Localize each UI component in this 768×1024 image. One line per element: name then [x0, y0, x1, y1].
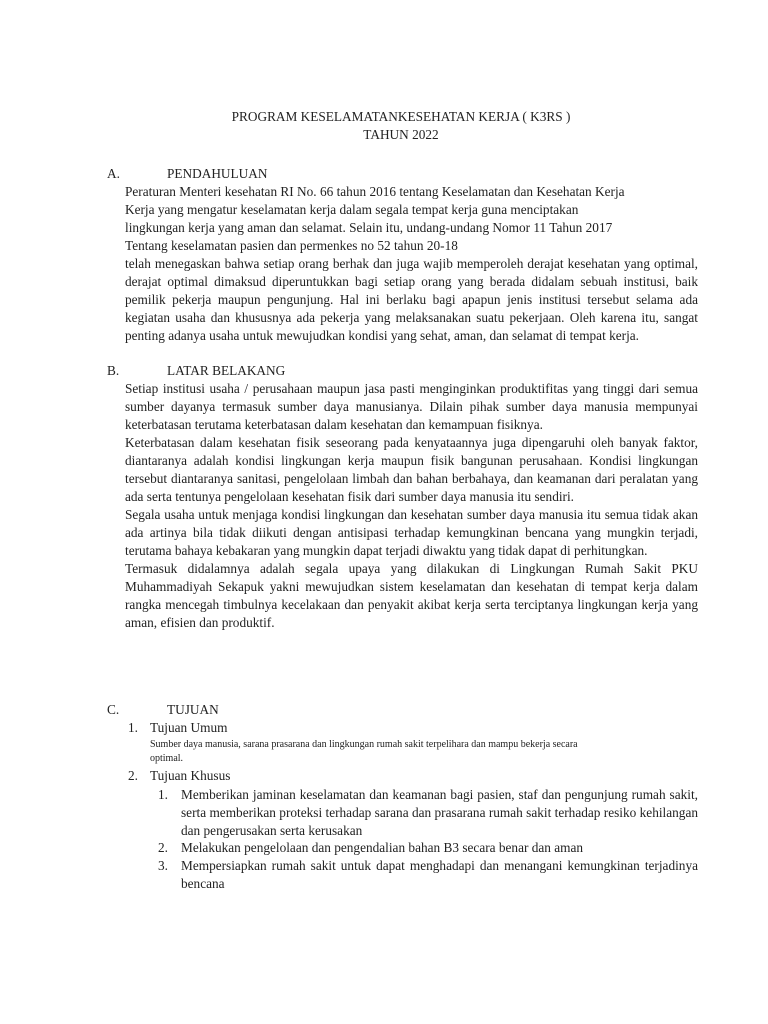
- tujuan-umum-label: Tujuan Umum: [150, 720, 228, 735]
- tujuan-khusus-label: Tujuan Khusus: [150, 768, 231, 783]
- section-a-intro: [125, 183, 698, 255]
- section-a-heading: [107, 165, 267, 183]
- item-number: 1.: [158, 787, 168, 802]
- section-a-paragraph: telah menegaskan bahwa setiap orang berhak dan juga wajib memperoleh derajat kesehatan yang optimal, derajat optimal dimaksud diperuntukkan bagi setiap orang yang berada didalam sebuah institusi, baik pemilik pekerja maupun pengunjung. Hal ini berlaku bagi apapun jenis institusi tersebut selama ada kegiatan usaha dan khususnya ada pekerja yang melaksanakan suatu pekerjaan. Oleh karena itu, sangat penting adanya usaha untuk mewujudkan kondisi yang sehat, aman, dan selamat di tempat kerja.: [125, 256, 698, 343]
- section-b-paragraph: Segala usaha untuk menjaga kondisi lingkungan dan kesehatan sumber daya manusia itu semua tidak akan ada artinya bila tidak diikuti dengan antisipasi terhadap kemungkinan bencana yang mungkin terjadi, terutama bahaya kebakaran yang mungkin dapat terjadi diwaktu yang tidak dapat di perhitungkan.: [125, 507, 698, 558]
- section-a-line: lingkungan kerja yang aman dan selamat. Selain itu, undang-undang Nomor 11 Tahun 2017: [125, 220, 613, 235]
- section-b-paragraph: Termasuk didalamnya adalah segala upaya yang dilakukan di Lingkungan Rumah Sakit PKU Muhammadiyah Sekapuk yakni mewujudkan sistem keselamatan dan kesehatan di tempat kerja dalam rangka mencegah timbulnya kecelakaan dan penyakit akibat kerja serta terciptanya lingkungan kerja yang aman, efisien dan produktif.: [125, 561, 698, 630]
- tujuan-umum-line: optimal.: [150, 753, 184, 764]
- tujuan-umum-line: Sumber daya manusia, sarana prasarana dan lingkungan rumah sakit terpelihara dan mampu bekerja secara: [150, 739, 578, 750]
- item-text: Melakukan pengelolaan dan pengendalian bahan B3 secara benar dan aman: [181, 840, 584, 855]
- section-b-heading: [107, 362, 285, 380]
- section-a-line: Tentang keselamatan pasien dan permenkes no 52 tahun 20-18: [125, 238, 458, 253]
- section-b-paragraph: Keterbatasan dalam kesehatan fisik seseorang pada kenyataannya juga dipengaruhi oleh banyak faktor, diantaranya adalah kondisi lingkungan kerja maupun fisik bangunan perusahaan. Kondisi lingkungan tersebut diantaranya sanitasi, pengelolaan limbah dan bahan berbahaya, dan keamanan dari peralatan yang ada serta tentunya pengelolaan kesehatan fisik dari sumber daya manusia itu sendiri.: [125, 435, 698, 504]
- section-c-title: TUJUAN: [167, 702, 219, 717]
- section-b-title: LATAR BELAKANG: [167, 363, 286, 378]
- section-c-letter: C.: [107, 702, 120, 717]
- section-b-paragraph: Setiap institusi usaha / perusahaan maupun jasa pasti menginginkan produktifitas yang tinggi dari semua sumber dayanya termasuk sumber daya manusianya. Dilain pihak sumber daya manusia mempunyai keterbatasan terutama keterbatasan dalam kesehatan dan kemampuan fisiknya.: [125, 381, 698, 432]
- tujuan-umum-heading: [128, 719, 227, 737]
- section-b-body: [125, 380, 698, 632]
- item-number: 3.: [158, 858, 168, 873]
- item-number: 2.: [158, 840, 168, 855]
- tujuan-khusus-heading: [128, 767, 230, 785]
- tujuan-umum-number: 1.: [128, 720, 138, 735]
- tujuan-khusus-item: [158, 839, 698, 857]
- section-a-line: Peraturan Menteri kesehatan RI No. 66 tahun 2016 tentang Keselamatan dan Kesehatan Kerja: [125, 184, 625, 199]
- section-a-title: PENDAHULUAN: [167, 166, 268, 181]
- section-c-heading: [107, 701, 219, 719]
- tujuan-umum-text: [150, 738, 698, 766]
- document-title: PROGRAM KESELAMATANKESEHATAN KERJA ( K3RS ): [231, 109, 571, 124]
- document-year: TAHUN 2022: [363, 127, 439, 142]
- section-a-line: Kerja yang mengatur keselamatan kerja dalam segala tempat kerja guna menciptakan: [125, 202, 579, 217]
- item-text: Memberikan jaminan keselamatan dan keamanan bagi pasien, staf dan pengunjung rumah sakit, serta memberikan proteksi terhadap sarana dan prasarana rumah sakit terhadap resiko kehilangan dan pengerusakan serta kerusakan: [181, 787, 698, 838]
- tujuan-khusus-item: [158, 786, 698, 840]
- section-a-letter: A.: [107, 166, 120, 181]
- item-text: Mempersiapkan rumah sakit untuk dapat menghadapi dan menangani kemungkinan terjadinya bencana: [181, 858, 698, 891]
- tujuan-khusus-item: [158, 857, 698, 893]
- tujuan-khusus-number: 2.: [128, 768, 138, 783]
- section-b-letter: B.: [107, 363, 120, 378]
